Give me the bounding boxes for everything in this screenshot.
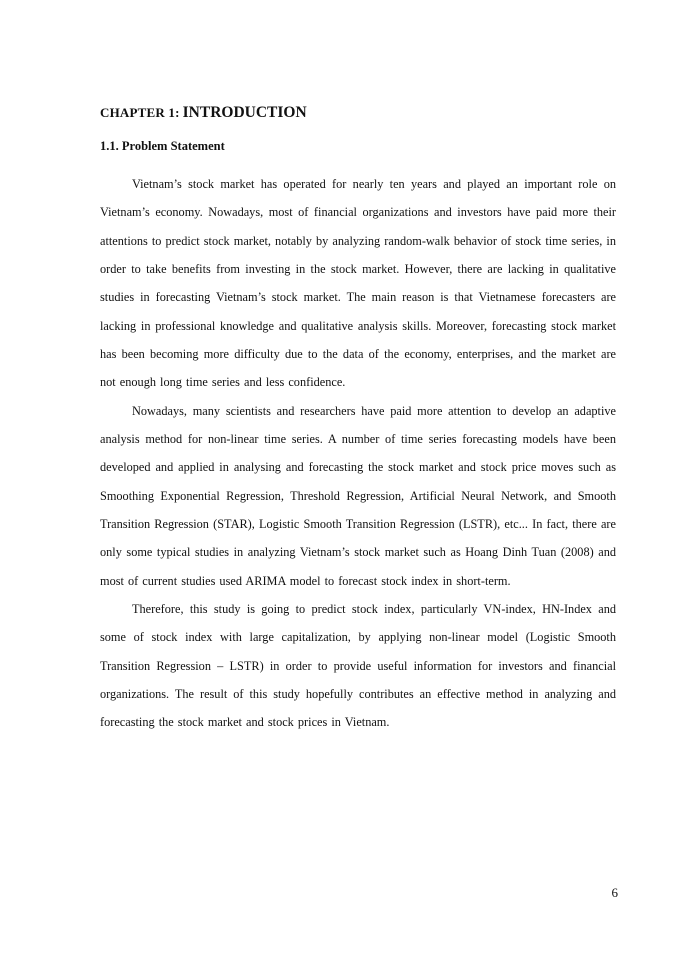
body-text — [100, 170, 616, 737]
chapter-heading — [100, 88, 307, 125]
paragraph-2: Nowadays, many scientists and researchers have paid more attention to develop an adaptive analysis method for non-linear time series. A number of time series forecasting models have been developed and applied in analysing and forecasting the stock market and stock price moves such as Smoothing Exponential Regression, Threshold Regression, Artificial Neural Network, and Smooth Transition Regression (STAR), Logistic Smooth Transition Regression (LSTR), etc... In fact, there are only some typical studies in analyzing Vietnam’s stock market such as Hoang Dinh Tuan (2008) and most of current studies used ARIMA model to forecast stock index in short-term. — [100, 403, 616, 588]
paragraph-1: Vietnam’s stock market has operated for nearly ten years and played an important role on Vietnam’s economy. Nowadays, most of financial organizations and investors have paid more their attentions to predict stock market, notably by analyzing random-walk behavior of stock time series, in order to take benefits from investing in the stock market. However, there are lacking in qualitative studies in forecasting Vietnam’s stock market. The main reason is that Vietnamese forecasters are lacking in professional knowledge and qualitative analysis skills. Moreover, forecasting stock market has been becoming more difficulty due to the data of the economy, enterprises, and the market are not enough long time series and less confidence. — [100, 177, 616, 390]
page-number: 6 — [611, 885, 618, 900]
chapter-prefix: CHAPTER 1: — [100, 105, 180, 120]
section-heading: 1.1. Problem Statement — [100, 139, 225, 153]
chapter-title: INTRODUCTION — [182, 104, 307, 121]
paragraph-3: Therefore, this study is going to predict stock index, particularly VN-index, HN-Index and some of stock index with large capitalization, by applying non-linear model (Logistic Smooth Transition Regression – LSTR) in order to provide useful information for investors and financial organizations. The result of this study hopefully contributes an effective method in analyzing and forecasting the stock market and stock prices in Vietnam. — [100, 601, 616, 730]
